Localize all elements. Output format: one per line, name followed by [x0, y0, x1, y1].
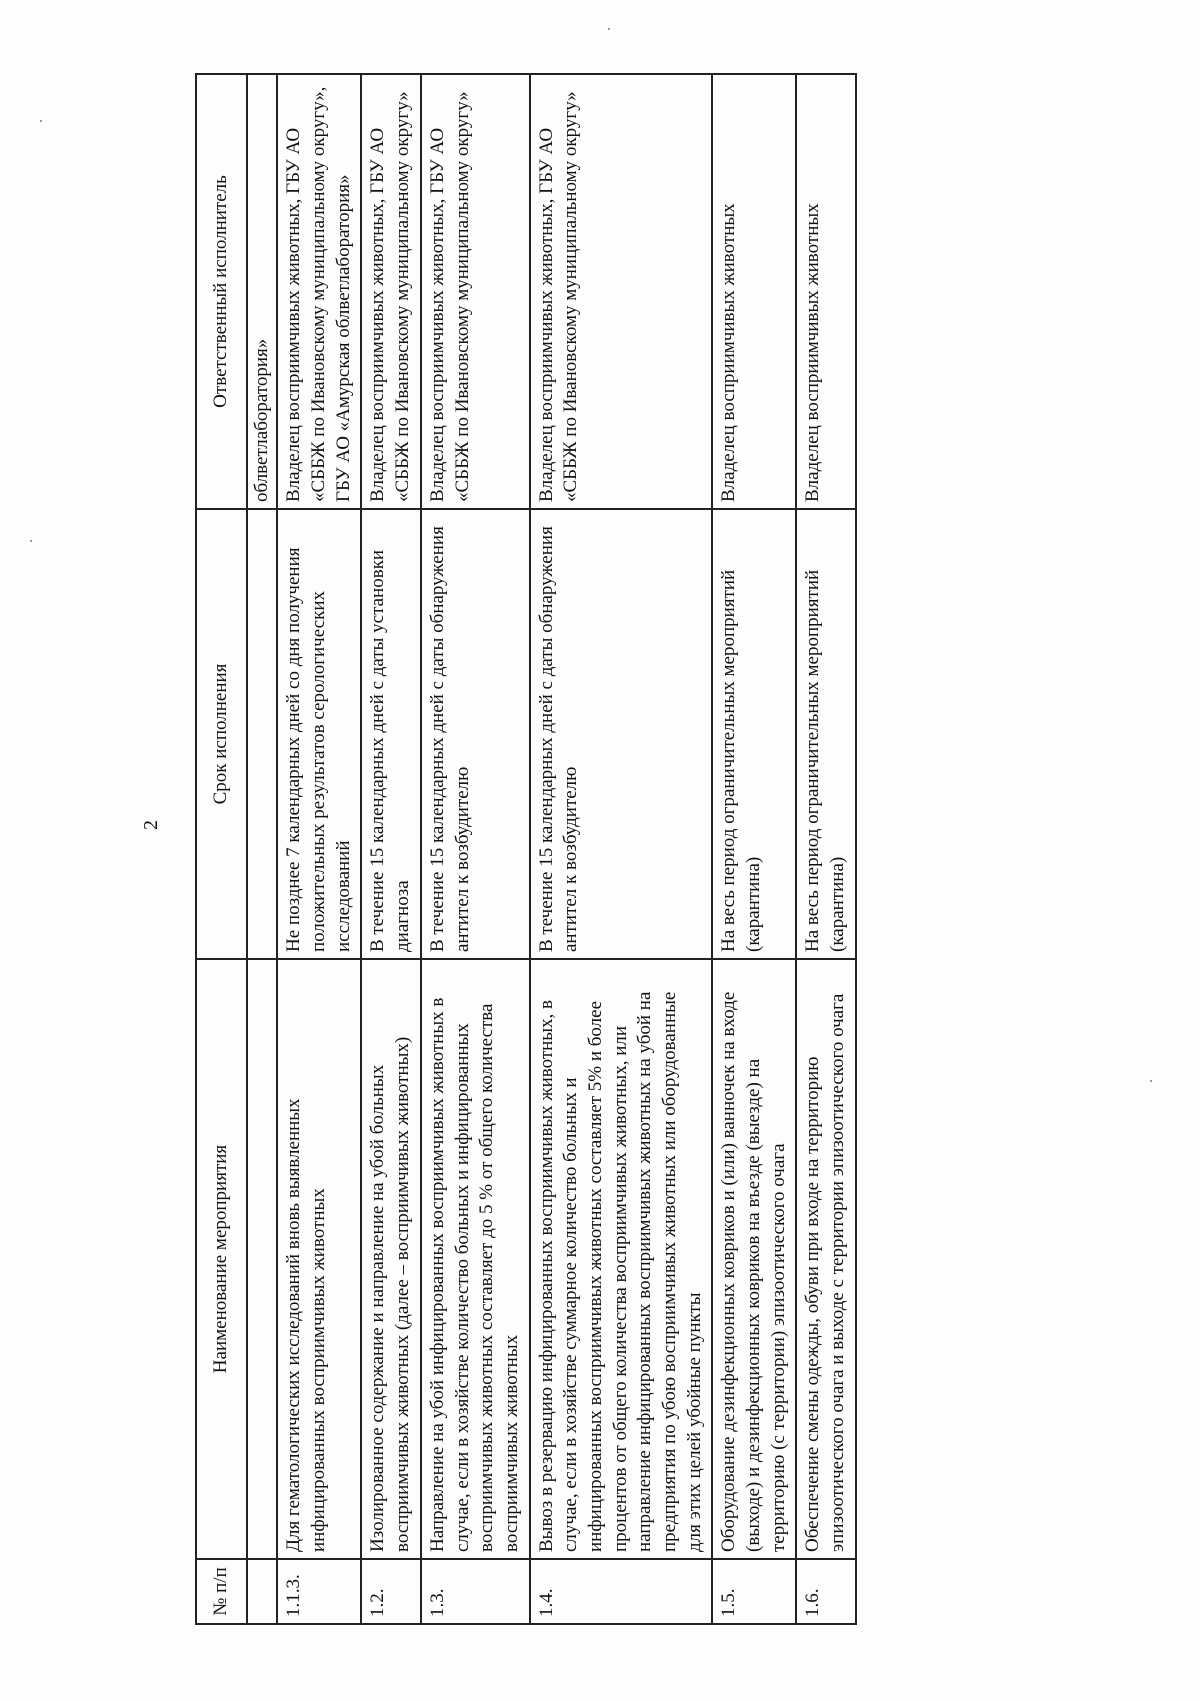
cell-num — [247, 1559, 278, 1624]
scan-speck — [608, 28, 610, 30]
cell-num: 1.2. — [361, 1559, 420, 1624]
cell-num: 1.1.3. — [277, 1559, 361, 1624]
scan-speck — [30, 540, 32, 542]
table-row — [796, 74, 855, 1624]
cell-name: Вывоз в резервацию инфицированных восприимчивых животных, в случае, если в хозяйстве суммарное количество больных и инфицированных восприимчивых животных составляет 5% и более процентов от общего количества восприимчивых животных, или направление инфицированных восприимчивых животных на убой на предприятия по убою восприимчивых животных или оборудованные для этих целей убойные пункты — [530, 959, 713, 1559]
cell-responsible: облветлаборатория» — [247, 74, 278, 509]
header-responsible: Ответственный исполнитель — [196, 74, 247, 509]
cell-responsible: Владелец восприимчивых животных, ГБУ АО «СББЖ по Ивановскому муниципальному округу», ГБУ АО «Амурская облветлаборатория» — [277, 74, 361, 509]
table-row — [421, 74, 530, 1624]
table-row-continuation — [247, 74, 278, 1624]
header-term: Срок исполнения — [196, 509, 247, 959]
cell-term — [247, 509, 278, 959]
cell-term: В течение 15 календарных дней с даты обнаружения антител к возбудителю — [530, 509, 713, 959]
table-header-row — [196, 74, 247, 1624]
table-row — [277, 74, 361, 1624]
table-row — [361, 74, 420, 1624]
header-num: № п/п — [196, 1559, 247, 1624]
cell-responsible: Владелец восприимчивых животных, ГБУ АО «СББЖ по Ивановскому муниципальному округу» — [530, 74, 713, 509]
table-row — [530, 74, 713, 1624]
cell-num: 1.3. — [421, 1559, 530, 1624]
cell-responsible: Владелец восприимчивых животных, ГБУ АО «СББЖ по Ивановскому муниципальному округу» — [361, 74, 420, 509]
cell-term: В течение 15 календарных дней с даты обнаружения антител к возбудителю — [421, 509, 530, 959]
cell-num: 1.6. — [796, 1559, 855, 1624]
cell-responsible: Владелец восприимчивых животных — [796, 74, 855, 509]
cell-responsible: Владелец восприимчивых животных, ГБУ АО «СББЖ по Ивановскому муниципальному округу» — [421, 74, 530, 509]
cell-name: Оборудование дезинфекционных ковриков и (или) ванночек на входе (выходе) и дезинфекционных ковриков на въезде (выезде) на территорию (с территории) эпизоотического очага — [712, 959, 796, 1559]
page-number: 2 — [140, 820, 162, 830]
cell-num: 1.4. — [530, 1559, 713, 1624]
cell-term: Не позднее 7 календарных дней со дня получения положительных результатов серологических исследований — [277, 509, 361, 959]
cell-name: Обеспечение смены одежды, обуви при входе на территорию эпизоотического очага и выходе с территории эпизоотического очага — [796, 959, 855, 1559]
cell-num: 1.5. — [712, 1559, 796, 1624]
cell-name: Изолированное содержание и направление на убой больных восприимчивых животных (далее – восприимчивых животных) — [361, 959, 420, 1559]
cell-term: На весь период ограничительных мероприятий (карантина) — [712, 509, 796, 959]
table-row — [712, 74, 796, 1624]
cell-responsible: Владелец восприимчивых животных — [712, 74, 796, 509]
scan-speck — [40, 120, 42, 122]
cell-name — [247, 959, 278, 1559]
measures-table — [195, 73, 857, 1625]
scan-speck — [1150, 1080, 1152, 1082]
cell-name: Направление на убой инфицированных восприимчивых животных в случае, если в хозяйстве количество больных и инфицированных восприимчивых животных составляет до 5 % от общего количества восприимчивых животных — [421, 959, 530, 1559]
cell-term: На весь период ограничительных мероприятий (карантина) — [796, 509, 855, 959]
rotated-content — [140, 75, 1140, 1625]
measures-table-wrap — [195, 75, 857, 1625]
cell-name: Для гематологических исследований вновь выявленных инфицированных восприимчивых животных — [277, 959, 361, 1559]
cell-term: В течение 15 календарных дней с даты установки диагноза — [361, 509, 420, 959]
header-name: Наименование мероприятия — [196, 959, 247, 1559]
